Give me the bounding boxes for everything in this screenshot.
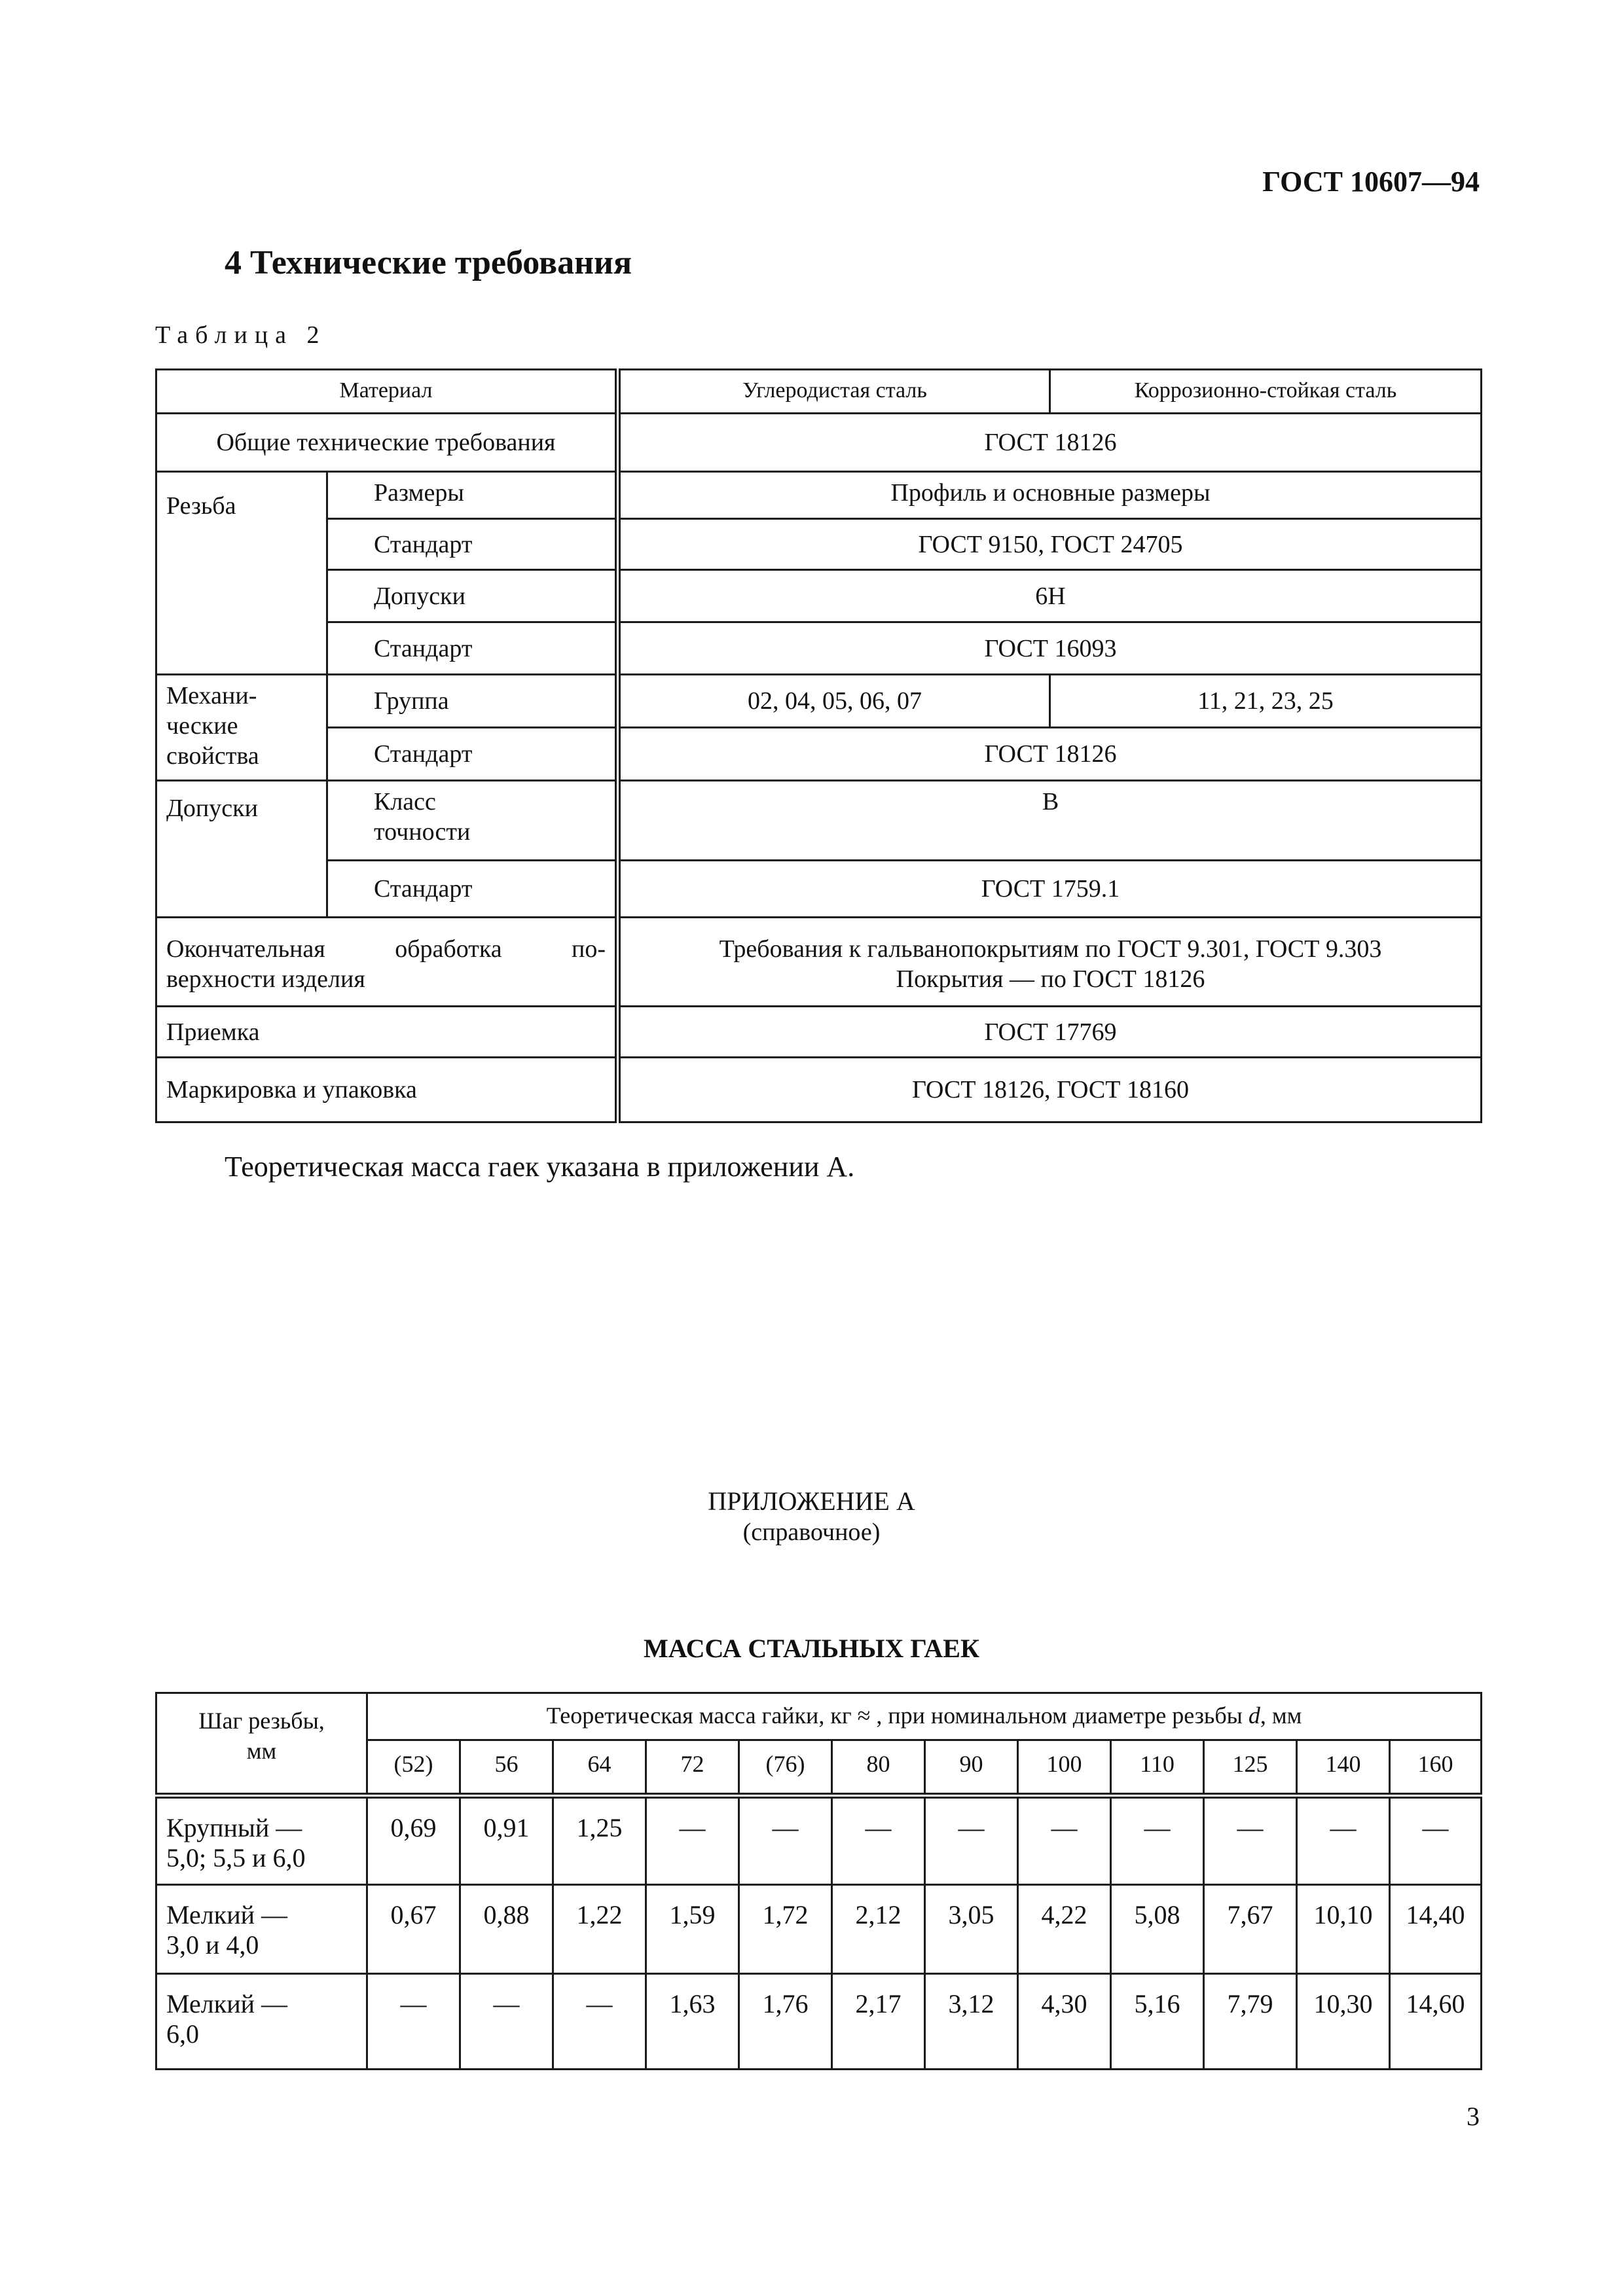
surface-finish-value-line2: Покрытия — по ГОСТ 18126 [896, 965, 1205, 993]
mass-cell: — [1390, 1796, 1482, 1885]
mass-cell: — [1018, 1796, 1111, 1885]
mass-cell: — [739, 1796, 832, 1885]
surface-finish-label [156, 918, 618, 1007]
mass-header-prefix: Теоретическая масса гайки, кг ≈ , при номинальном диаметре резьбы [546, 1702, 1249, 1729]
mass-cell: 7,79 [1204, 1974, 1297, 2070]
diameter-header: 125 [1204, 1740, 1297, 1796]
mass-cell: 14,60 [1390, 1974, 1482, 2070]
surface-finish-value-line1: Требования к гальванопокрытиям по ГОСТ 9.301, ГОСТ 9.303 [719, 935, 1382, 963]
thread-tolerances-standard-label: Стандарт [327, 622, 618, 675]
thread-tolerances-value: 6H [618, 570, 1482, 622]
mass-cell: — [1204, 1796, 1297, 1885]
mass-cell: 5,08 [1111, 1885, 1204, 1974]
mass-cell: 1,76 [739, 1974, 832, 2070]
accuracy-class-label [327, 781, 618, 861]
row-label-line1: Мелкий — [166, 1989, 287, 2018]
thread-sizes-label: Размеры [327, 472, 618, 519]
row-label-line2: 3,0 и 4,0 [166, 1930, 259, 1960]
tolerances-label: Допуски [156, 781, 327, 918]
thread-sizes-standard-label: Стандарт [327, 519, 618, 570]
note-paragraph: Теоретическая масса гаек указана в приложении А. [225, 1151, 855, 1183]
diameter-header: 100 [1018, 1740, 1111, 1796]
mechanical-label-line2: ческие [166, 712, 238, 740]
mechanical-group-label: Группа [327, 675, 618, 728]
mass-cell: 10,30 [1297, 1974, 1390, 2070]
diameter-header: (52) [367, 1740, 460, 1796]
surface-finish-label-line2: верхности изделия [166, 965, 365, 993]
diameter-header: (76) [739, 1740, 832, 1796]
diameter-header: 110 [1111, 1740, 1204, 1796]
mechanical-standard-value: ГОСТ 18126 [618, 728, 1482, 781]
diameter-header: 90 [925, 1740, 1018, 1796]
mass-header [367, 1693, 1482, 1740]
mass-cell: 1,22 [553, 1885, 646, 1974]
mass-cell: 4,22 [1018, 1885, 1111, 1974]
table-row [156, 1796, 1482, 1885]
table-row [156, 1885, 1482, 1974]
row-label [156, 1974, 367, 2070]
diameter-header: 56 [460, 1740, 553, 1796]
mass-cell: 1,25 [553, 1796, 646, 1885]
diameter-header: 140 [1297, 1740, 1390, 1796]
mass-cell: 2,12 [832, 1885, 925, 1974]
mass-cell: — [367, 1974, 460, 2070]
mass-cell: 1,59 [646, 1885, 739, 1974]
mass-cell: 10,10 [1297, 1885, 1390, 1974]
row-label-line1: Мелкий — [166, 1900, 287, 1929]
mass-cell: — [646, 1796, 739, 1885]
mass-cell: 0,67 [367, 1885, 460, 1974]
header-material: Материал [156, 370, 618, 414]
mechanical-label-line3: свойства [166, 742, 259, 770]
diameter-header: 80 [832, 1740, 925, 1796]
mass-header-suffix: , мм [1260, 1702, 1302, 1729]
marking-value: ГОСТ 18126, ГОСТ 18160 [618, 1058, 1482, 1122]
accuracy-class-line2: точности [374, 818, 471, 846]
mass-cell: — [1297, 1796, 1390, 1885]
mass-cell: 1,72 [739, 1885, 832, 1974]
mechanical-group-stainless: 11, 21, 23, 25 [1050, 675, 1482, 728]
diameter-header: 160 [1390, 1740, 1482, 1796]
diameter-header: 72 [646, 1740, 739, 1796]
row-label-line2: 6,0 [166, 2019, 199, 2049]
table-caption: Таблица 2 [155, 321, 327, 349]
row-label [156, 1796, 367, 1885]
mass-cell: — [925, 1796, 1018, 1885]
surface-finish-label-line1: Окончательная обработка по- [166, 935, 606, 963]
mass-cell: 4,30 [1018, 1974, 1111, 2070]
thread-pitch-header [156, 1693, 367, 1796]
row-label [156, 1885, 367, 1974]
thread-pitch-header-line1: Шаг резьбы, [198, 1708, 325, 1734]
mass-table-title: МАССА СТАЛЬНЫХ ГАЕК [644, 1634, 979, 1663]
page-number: 3 [1467, 2102, 1480, 2131]
general-requirements-value: ГОСТ 18126 [618, 414, 1482, 472]
thread-pitch-header-line2: мм [246, 1738, 277, 1764]
mass-cell: 7,67 [1204, 1885, 1297, 1974]
mass-cell: — [832, 1796, 925, 1885]
appendix-subtitle: (справочное) [742, 1518, 881, 1546]
mass-cell: 0,88 [460, 1885, 553, 1974]
mechanical-standard-label: Стандарт [327, 728, 618, 781]
thread-sizes-value: Профиль и основные размеры [618, 472, 1482, 519]
mass-cell: 3,05 [925, 1885, 1018, 1974]
marking-label: Маркировка и упаковка [156, 1058, 618, 1122]
section-title: 4 Технические требования [225, 244, 632, 281]
surface-finish-value [618, 918, 1482, 1007]
mass-cell: 0,91 [460, 1796, 553, 1885]
accuracy-class-line1: Класс [374, 788, 436, 816]
mass-header-variable: d [1248, 1702, 1260, 1729]
mechanical-properties-label [156, 675, 327, 781]
diameter-header: 64 [553, 1740, 646, 1796]
accuracy-class-value: B [618, 781, 1482, 861]
technical-requirements-table [155, 368, 1482, 1123]
thread-sizes-standard-value: ГОСТ 9150, ГОСТ 24705 [618, 519, 1482, 570]
mass-cell: — [460, 1974, 553, 2070]
general-requirements-label: Общие технические требования [156, 414, 618, 472]
row-label-line1: Крупный — [166, 1813, 302, 1842]
acceptance-label: Приемка [156, 1007, 618, 1058]
mass-cell: 2,17 [832, 1974, 925, 2070]
nut-mass-table [155, 1692, 1482, 2070]
document-code: ГОСТ 10607—94 [1262, 166, 1480, 198]
mass-cell: 1,63 [646, 1974, 739, 2070]
mass-cell: 5,16 [1111, 1974, 1204, 2070]
acceptance-value: ГОСТ 17769 [618, 1007, 1482, 1058]
header-stainless-steel: Коррозионно-стойкая сталь [1050, 370, 1482, 414]
mass-cell: 3,12 [925, 1974, 1018, 2070]
mass-cell: — [1111, 1796, 1204, 1885]
row-label-line2: 5,0; 5,5 и 6,0 [166, 1843, 306, 1873]
tolerances-standard-label: Стандарт [327, 861, 618, 918]
mechanical-label-line1: Механи- [166, 682, 257, 709]
tolerances-standard-value: ГОСТ 1759.1 [618, 861, 1482, 918]
mechanical-group-carbon: 02, 04, 05, 06, 07 [618, 675, 1050, 728]
thread-tolerances-label: Допуски [327, 570, 618, 622]
table-row [156, 1974, 1482, 2070]
header-carbon-steel: Углеродистая сталь [618, 370, 1050, 414]
thread-label: Резьба [156, 472, 327, 675]
thread-tolerances-standard-value: ГОСТ 16093 [618, 622, 1482, 675]
appendix-title: ПРИЛОЖЕНИЕ А [708, 1486, 915, 1516]
mass-cell: — [553, 1974, 646, 2070]
mass-cell: 14,40 [1390, 1885, 1482, 1974]
mass-cell: 0,69 [367, 1796, 460, 1885]
